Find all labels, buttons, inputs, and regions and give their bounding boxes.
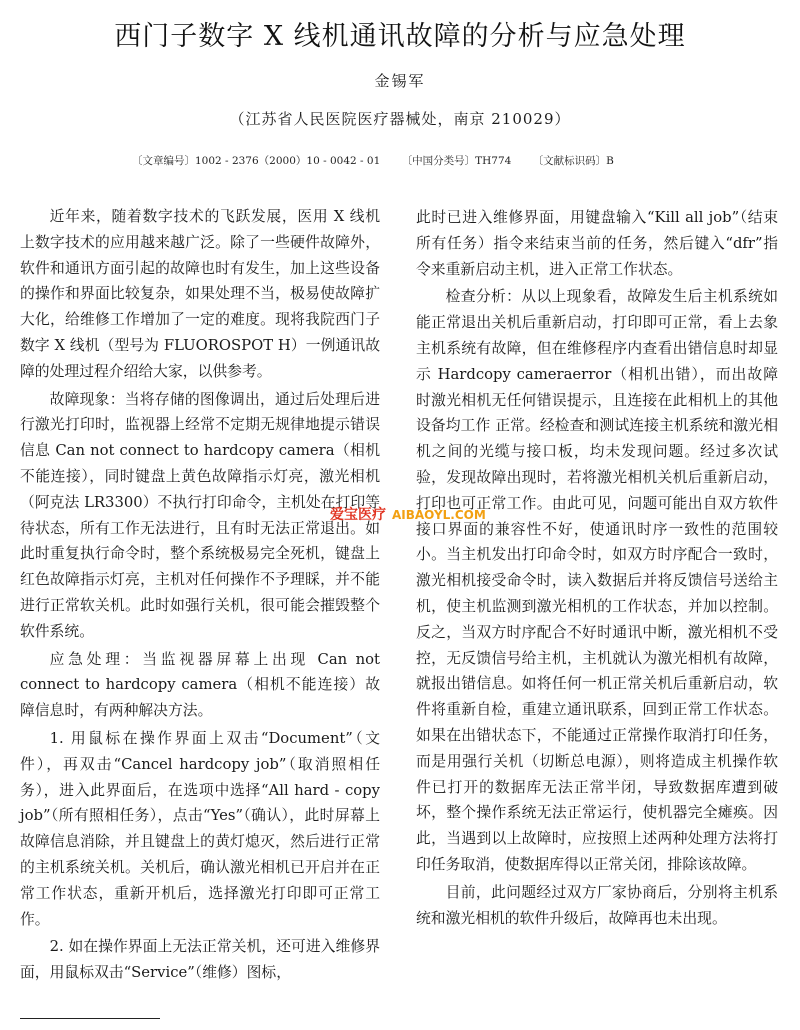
paragraph-emergency-handling: 应急处理：当监视器屏幕上出现 Can not connect to hardcopy camera（相机不能连接）故障信息时，有两种解决方法。	[20, 650, 380, 720]
paragraph-method-two-continued: 此时已进入维修界面，用键盘输入“Kill all job”（结束所有任务）指令来结束当前的任务，然后键入“dfr”指令来重新启动主机，进入正常工作状态。	[416, 209, 778, 278]
paragraph-method-one: 1. 用鼠标在操作界面上双击“Document”（文件），再双击“Cancel hardcopy job”（取消照相任务），进入此界面后，在选项中选择“All hard - copy job”（所有照相任务），点击“Yes”（确认），此时屏幕上故障信息消除，并且键盘上的黄灯熄灭，然后进行正常的主机系统关机。关机后，确认激光相机已开启并在正常工作状态，重新开机后，选择激光打印即可正常工作。	[20, 729, 380, 928]
left-column	[20, 204, 380, 988]
article-metadata	[132, 153, 692, 168]
paragraph-intro: 近年来，随着数字技术的飞跃发展，医用 X 线机上数字技术的应用越来越广泛。除了一些硬件故障外，软件和通讯方面引起的故障也时有发生，加上这些设备的操作和界面比较复杂，如果处理不当，极易使故障扩大化，给维修工作增加了一定的难度。现将我院西门子数字 X 线机（型号为 FLUOROSPOT H）一例通讯故障的处理过程介绍给大家，以供参考。	[20, 208, 380, 380]
paragraph-fault-symptom: 故障现象：当将存储的图像调出，通过后处理后进行激光打印时，监视器上经常不定期无规律地提示错误信息 Can not connect to hardcopy camera（相机不能连接），同时键盘上黄色故障指示灯亮，激光相机（阿克法 LR3300）不执行打印命令，主机处在打印等待状态，所有工作无法进行，且有时无法正常退出。如此时重复执行命令时，整个系统极易完全死机，键盘上红色故障指示灯亮，主机对任何操作不予理睬，并不能进行正常软关机。此时如强行关机，很可能会摧毁整个软件系统。	[20, 390, 380, 640]
watermark-domain: AIBAOYL.COM	[392, 508, 486, 522]
article-number: 〔文章编号〕1002 - 2376（2000）10 - 0042 - 01	[132, 155, 381, 167]
document-code: 〔文献标识码〕B	[532, 155, 614, 167]
footnote-divider	[20, 1018, 160, 1019]
author-name: 金锡军	[374, 72, 426, 90]
article-title: 西门子数字 X 线机通讯故障的分析与应急处理	[114, 21, 686, 52]
watermark-chinese: 爱宝医疗	[330, 507, 386, 523]
paragraph-method-two: 2. 如在操作界面上无法正常关机，还可进入维修界面，用鼠标双击“Service”（维修）图标，	[20, 938, 380, 982]
paragraph-analysis: 检查分析：从以上现象看，故障发生后主机系统如能正常退出关机后重新启动，打印即可正常，看上去象主机系统有故障，但在维修程序内查看出错信息时却显示 Hardcopy cameraerror（相机出错），而出故障时激光相机无任何错误提示，且连接在此相机上的其他设备均工作 正常。经检查和测试连接主机系统和激光相机之间的光缆与接口板，均未发现问题。经过多次试验，发现故障出现时，若将激光相机关机后重新启动，打印也可正常工作。由此可见，问题可能出自双方软件接口界面的兼容性不好，使通讯时序一致性的范围较小。当主机发出打印命令时，如双方时序配合一致时，激光相机接受命令时，读入数据后并将反馈信号送给主机，使主机监测到激光相机的工作状态，并加以控制。反之，当双方时序配合不好时通讯中断，激光相机不受控，无反馈信号给主机，主机就认为激光相机有故障，就报出错信息。如将任何一机正常关机后重新启动，软件将重新自检，重建立通讯联系，回到正常工作状态。如果在出错状态下，不能通过正常操作取消打印任务，而是用强行关机（切断总电源），则将造成主机操作软件已打开的数据库无法正常半闭，导致数据库遭到破坏，整个操作系统无法正常运行，使机器完全瘫痪。因此，当遇到以上故障时，应按照上述两种处理方法将打印任务取消，使数据库得以正常关闭，排除该故障。	[416, 288, 778, 873]
site-watermark	[330, 504, 486, 524]
right-column	[416, 205, 778, 933]
classification-number: 〔中国分类号〕TH774	[401, 155, 512, 167]
paragraph-conclusion: 目前，此问题经过双方厂家协商后，分别将主机系统和激光相机的软件升级后，故障再也未出现。	[416, 883, 778, 927]
author-affiliation: （江苏省人民医院医疗器械处，南京 210029）	[229, 110, 571, 128]
